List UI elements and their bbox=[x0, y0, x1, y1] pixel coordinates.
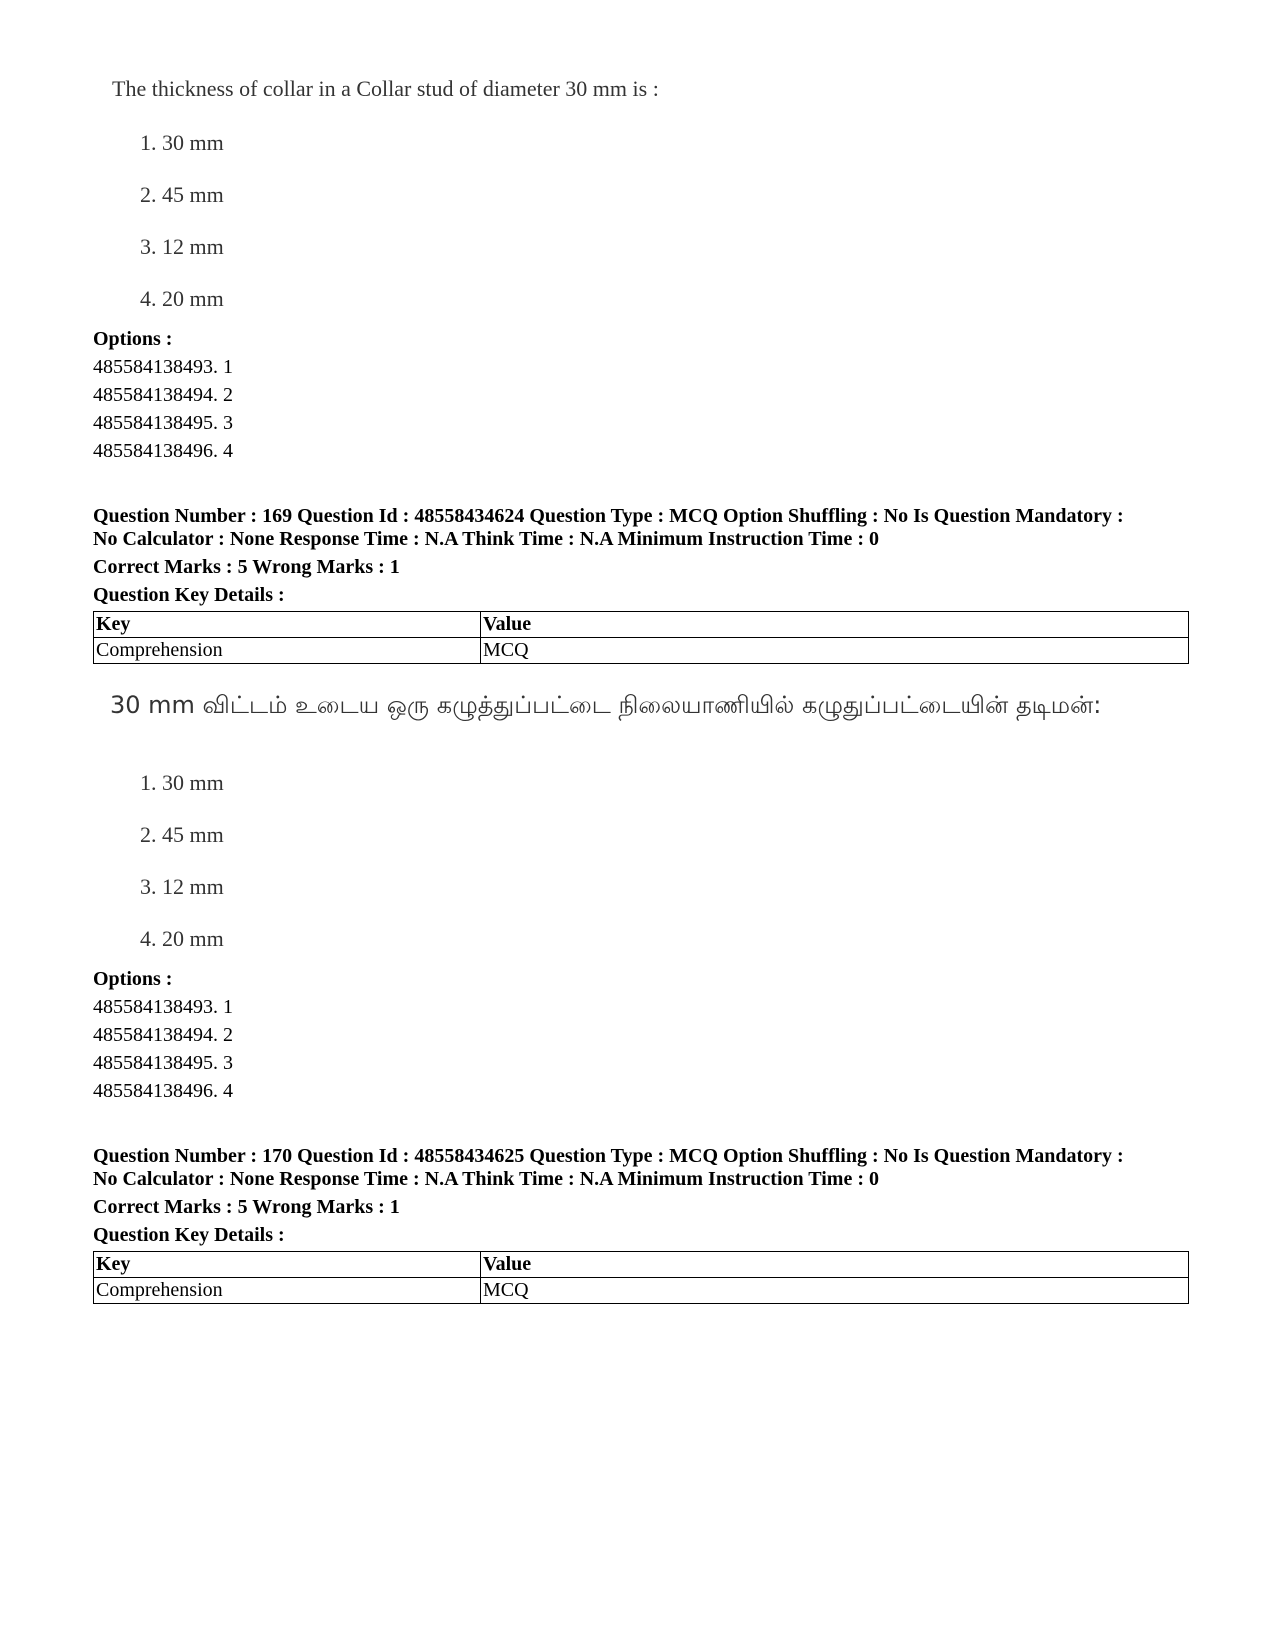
question-meta-line-1: Question Number : 170 Question Id : 48558434625 Question Type : MCQ Option Shuffling : No Is Question Mandatory : bbox=[93, 1145, 1124, 1167]
option-id: 485584138494. 2 bbox=[93, 1024, 233, 1046]
table-row bbox=[94, 638, 1189, 664]
question-meta bbox=[93, 1145, 1203, 1191]
question-meta-line-1: Question Number : 169 Question Id : 48558434624 Question Type : MCQ Option Shuffling : No Is Question Mandatory : bbox=[93, 505, 1124, 527]
option-image-text: 2. 45 mm bbox=[140, 182, 224, 207]
marks-info: Correct Marks : 5 Wrong Marks : 1 bbox=[93, 1196, 400, 1218]
option-image-text: 3. 12 mm bbox=[140, 234, 224, 259]
options-label: Options : bbox=[93, 328, 173, 350]
table-row bbox=[94, 1278, 1189, 1304]
question-key-table bbox=[93, 1251, 1189, 1304]
table-cell-value: MCQ bbox=[481, 638, 1189, 664]
table-header-key: Key bbox=[94, 1252, 481, 1278]
key-details-label: Question Key Details : bbox=[93, 584, 285, 606]
table-cell-key: Comprehension bbox=[94, 1278, 481, 1304]
table-header-value: Value bbox=[481, 1252, 1189, 1278]
key-details-label: Question Key Details : bbox=[93, 1224, 285, 1246]
table-header-key: Key bbox=[94, 612, 481, 638]
option-id: 485584138493. 1 bbox=[93, 356, 233, 378]
question-meta-line-2: No Calculator : None Response Time : N.A Think Time : N.A Minimum Instruction Time : 0 bbox=[93, 1168, 879, 1190]
question-meta bbox=[93, 505, 1203, 551]
option-image-text: 2. 45 mm bbox=[140, 822, 224, 847]
option-image-text: 4. 20 mm bbox=[140, 926, 224, 951]
option-image-text: 1. 30 mm bbox=[140, 130, 224, 155]
option-id: 485584138496. 4 bbox=[93, 440, 233, 462]
marks-info: Correct Marks : 5 Wrong Marks : 1 bbox=[93, 556, 400, 578]
option-id: 485584138495. 3 bbox=[93, 1052, 233, 1074]
question-text-tamil: 30 mm விட்டம் உடைய ஒரு கழுத்துப்பட்டை நிலையாணியில் கழுதுப்பட்டையின் தடிமன்: bbox=[110, 691, 1102, 719]
question-meta-line-2: No Calculator : None Response Time : N.A Think Time : N.A Minimum Instruction Time : 0 bbox=[93, 528, 879, 550]
option-image-text: 1. 30 mm bbox=[140, 770, 224, 795]
table-cell-value: MCQ bbox=[481, 1278, 1189, 1304]
table-header-row bbox=[94, 1252, 1189, 1278]
option-id: 485584138494. 2 bbox=[93, 384, 233, 406]
options-label: Options : bbox=[93, 968, 173, 990]
option-image-text: 4. 20 mm bbox=[140, 286, 224, 311]
table-header-row bbox=[94, 612, 1189, 638]
option-id: 485584138495. 3 bbox=[93, 412, 233, 434]
question-key-table bbox=[93, 611, 1189, 664]
option-id: 485584138493. 1 bbox=[93, 996, 233, 1018]
table-header-value: Value bbox=[481, 612, 1189, 638]
question-text: The thickness of collar in a Collar stud of diameter 30 mm is : bbox=[112, 76, 659, 101]
option-image-text: 3. 12 mm bbox=[140, 874, 224, 899]
option-id: 485584138496. 4 bbox=[93, 1080, 233, 1102]
table-cell-key: Comprehension bbox=[94, 638, 481, 664]
